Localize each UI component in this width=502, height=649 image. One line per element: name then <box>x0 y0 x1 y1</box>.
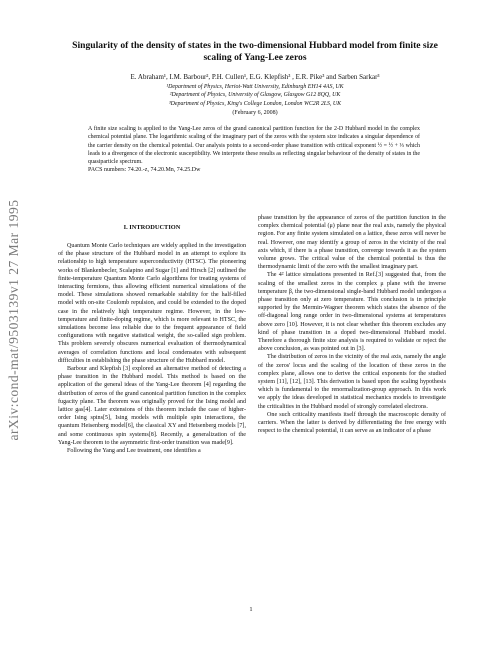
paper-date: (February 6, 2008) <box>232 110 278 116</box>
arxiv-id: arXiv:cond-mat/9503139v1 27 Mar 1995 <box>6 199 21 441</box>
paragraph: The 4² lattice simulations presented in Ref.[3] suggested that, from the scaling of the smallest zeros in the complex μ plane with the inverse temperature β, the two-dimensional single-band Hubbard model undergoes a phase transition only at zero temperature. This conclusion is in principle supported by the Mermin-Wagner theorem which states the absence of the off-diagonal long range order in two-dimensional systems at temperatures above zero [10]. However, it is not clear whether this theorem excludes any kind of phase transition in a doped two-dimensional Hubbard model. Therefore a thorough finite size analysis is required to validate or reject the above conclusion, as was pointed out in [3]. <box>258 272 446 353</box>
abstract: A finite size scaling is applied to the Yang-Lee zeros of the grand canonical partition function for the 2-D Hubbard model in the complex chemical potential plane. The logarithmic scaling of the imaginary part of the zeros with the system size indicates a singular dependence of the carrier density on the chemical potential. Our analysis points to a second-order phase transition with critical exponent ½ = ½ + ⅓ which leads to a divergence of the electronic susceptibility. We interprete these results as reflecting singular behaviour of the density of states in the quasiparticle spectrum. <box>88 126 420 166</box>
paragraph: phase transition by the appearance of zeros of the partition function in the complex chemical potential (μ) plane near the real axis, namely the physical region. For any finite system simulated on a lattice, these zeros will never be real. However, one may identify a group of zeros in the vicinity of the real axis which, if there is a phase transition, converge towards it as the system volume grows. The critical value of the chemical potential is thus the thermodynamic limit of the zero with the smallest imaginary part. <box>258 215 446 271</box>
section-heading: I. INTRODUCTION <box>123 224 181 231</box>
paragraph: Quantum Monte Carlo techniques are widely applied in the investigation of the phase structure of the Hubbard model in an attempt to explore its relationship to high temperature superconductivity (HTSC). The pioneering works of Blankenbecler, Scalapino and Sugar [1] and Hirsch [2] outlined the finite-temperature Quantum Monte Carlo algorithms for treating systems of interacting fermions, thus allowing efficient numerical simulations of the model. These simulations showed remarkable stability for the half-filled model with on-site Coulomb repulsion, and could be extended to the doped case in the relatively high temperature regime. However, in the low-temperature and finite-doping regime, which is more relevant to HTSC, the simulations become less reliable due to the frequent appearance of field configurations with negative statistical weight, the so-called sign problem. This problem severely obscures numerical evaluation of thermodynamical averages of correlation functions and local condensates with subsequent difficulties in establishing the phase structure of the Hubbard model. <box>58 243 246 364</box>
page-number: 1 <box>249 606 253 613</box>
left-column <box>58 242 246 455</box>
paragraph: One such criticality manifests itself through the macroscopic density of carriers. When the latter is derived by differentiating the free energy with respect to the chemical potential, it can serve as an indicator of a phase <box>258 411 446 435</box>
paper-title: Singularity of the density of states in the two-dimensional Hubbard model from finite size scaling of Yang-Lee zeros <box>72 40 438 63</box>
right-column <box>258 214 446 435</box>
affiliation-1: ¹Department of Physics, Heriot-Watt University, Edinburgh EH14 4AS, UK <box>166 84 344 90</box>
paragraph: Following the Yang and Lee treatment, one identifies a <box>67 448 201 455</box>
affiliations <box>60 83 450 108</box>
author-list: E. Abraham¹, I.M. Barbour², P.H. Cullen¹, E.G. Klepfish³ , E.R. Pike³ and Sarben Sarkar³ <box>130 73 380 81</box>
affiliation-3: ³Department of Physics, King's College London, London WC2R 2LS, UK <box>168 100 342 107</box>
pacs-numbers: PACS numbers: 74.20.-z, 74.20.Mn, 74.25.Dw <box>88 167 201 173</box>
paragraph: The distribution of zeros in the vicinity of the real axis, namely the angle of the zeros' locus and the scaling of the location of these zeros in the complex plane, allows one to derive the critical exponents for the studied system [11], [12], [13]. This derivation is based upon the scaling hypothesis which is fundamental to the renormalization-group approach. In this work we apply the ideas developed in statistical mechanics models to investigate the criticalities in the Hubbard model of strongly correlated electrons. <box>258 354 446 410</box>
paragraph: Barbour and Klepfish [3] explored an alternative method of detecting a phase transition in the Hubbard model. This method is based on the application of the general ideas of the Yang-Lee theorem [4] regarding the distribution of zeros of the grand canonical partition function in the complex fugacity plane. The theorem was originally proved for the Ising model and lattice gas[4]. Later extensions of this theorem include the case of higher-order Ising spins[5], Ising models with multiple spin interactions, the quantum Heisenberg model[6], the classical XY and Heisenberg models [7], and some continuous spin systems[8]. Recently, a generalization of the Yang-Lee theorem to the asymmetric first-order transition was made[9]. <box>58 366 246 446</box>
arxiv-watermark <box>4 150 24 490</box>
affiliation-2: ²Department of Physics, University of Glasgow, Glasgow G12 8QQ, UK <box>169 92 341 99</box>
